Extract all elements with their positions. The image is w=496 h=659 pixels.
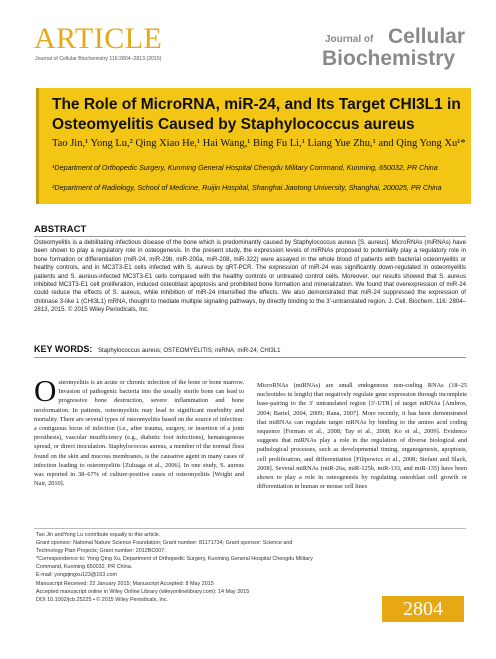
keywords-label: KEY WORDS: bbox=[34, 344, 93, 354]
footnote-line: Technology Plan Projects; Grant number: 2012BC007. bbox=[36, 548, 166, 555]
journal-logo-small: Journal of bbox=[325, 34, 374, 45]
keywords-list: Staphylococcus aureus; OSTEOMYELITIS; miRNA; miR-24; CHI3L1 bbox=[98, 348, 281, 354]
body-left-text: steomyelitis is an acute or chronic infection of the bone or bone marrow. Invasion of pathogenic bacteria into the usually sterile bone can lead to progressive bone destruction, severe inflammation and bone neoformation. In patients, osteomyelitis may lead to significant morbidity and mortality. There are several types of osteomyelitis based on the source of infection: a contiguous focus of infection (i.e., after trauma, surgery, or insertion of a joint prosthesis), vascular insufficiency (e.g., diabetic foot infections), hematogenous spread, or direct inoculation. Staphylococcus aureus, a member of the normal flora found on the skin and mucous membranes, is the causative agent in many cases of infection leading to osteomyelitis [Zuluaga et al., 2006]. In one study, S. aureus was reported in 38–67% of culture-positive cases of osteomyelitis [Wright and Nair, 2010]. bbox=[34, 379, 244, 488]
divider bbox=[34, 236, 466, 237]
article-title: The Role of MicroRNA, miR-24, and Its Target CHI3L1 in Osteomyelitis Caused by Staphylococcus aureus bbox=[52, 96, 461, 133]
journal-citation: Journal of Cellular Biochemistry 116:2804–2813 (2015) bbox=[35, 56, 162, 62]
footnote-line: Tao Jin andYong Lu contribute equally to this article. bbox=[36, 532, 161, 538]
drop-cap: O bbox=[34, 373, 57, 408]
footnote-line: Manuscript Received: 22 January 2015; Manuscript Accepted: 8 May 2015 bbox=[36, 580, 214, 587]
affiliation-2: ²Department of Radiology, School of Medicine, Ruijin Hospital, Shanghai Jiaotong University, Shanghai, 200025, PR China bbox=[52, 183, 442, 192]
abstract-text: Osteomyelitis is a debilitating infectious disease of the bone which is predominantly caused by Staphylococcus aureus [S. aureus]. MicroRNAs (miRNAs) have been shown to play a regulatory role in osteogenesis. In the present study, the expression levels of miRNAs proposed to potentially play a regulatory role in bone formation or differentiation (miR-24, miR-29b, miR-200a, miR-208, miR-322) were assayed in the whole blood of patients with bacterial osteomyelitis or healthy controls, and in MC3T3-E1 cells infected with S. aureus by qRT-PCR. The expression of miR-24 was significantly down-regulated in osteomyelitis patients and S. aureus-infected MC3T3-E1 cells compared with the healthy controls or untreated control cells. Moreover, our results showed that S. aureus inhibited MC3T3-E1 cell proliferation, induced osteoblast apoptosis and prohibited bone formation and mineralization. We found that overexpression of miR-24 could reduce the effects of S. aureus, while inhibition of miR-24 intensified the effects. We also demonstrated that miR-24 suppressed the expression of chitinase 3-like 1 (CHI3L1) mRNA, thought to mediate multiple signaling pathways, by directly binding to the 3′-untranslated region. J. Cell. Biochem. 116: 2804–2813, 2015. © 2015 Wiley Periodicals, Inc. bbox=[34, 239, 466, 314]
footnote-line: Command, Kunming 650032, PR China. bbox=[36, 564, 133, 571]
article-label: ARTICLE bbox=[34, 22, 163, 55]
abstract-heading: ABSTRACT bbox=[34, 224, 87, 235]
affiliation-1: ¹Department of Orthopedic Surgery, Kunming General Hospital Chengdu Military Command, Kunming, 650032, PR China bbox=[52, 163, 438, 172]
footnote-line: Grant sponsor: National Nature Science Foundation; Grant number: 81171734; Grant sponsor: Science and bbox=[36, 540, 293, 547]
body-left-column bbox=[34, 373, 244, 488]
journal-logo-line1: Cellular bbox=[388, 25, 466, 48]
journal-logo-line2: Biochemistry bbox=[322, 47, 456, 70]
footnote-line: DOI 10.1002/jcb.25225 • © 2015 Wiley Periodicals, Inc. bbox=[36, 596, 169, 603]
page-number: 2804 bbox=[382, 596, 464, 622]
body-right-column: MicroRNAs (miRNAs) are small endogenous non-coding RNAs (18–25 nucleotides in length) that negatively regulate gene expression through incomplete base-pairing to the 3′ untranslated region [3′-UTR] of target mRNAs [Ambros, 2004; Bartel, 2004, 2009; Rana, 2007]. More recently, it has been demonstrated that miRNAs can regulate target mRNAs by binding to the amino acid coding sequence [Forman et al., 2008; Tay et al., 2008; Ko et al., 2009]. Evidence suggests that miRNAs play a role in the regulation of diverse biological and pathological processes, such as developmental timing, organogenesis, apoptosis, cell proliferation, and differentiation [Filipowicz et al., 2008; Stefani and Slack, 2008]. Several miRNAs (miR-26a, miR-125b, miR-133, and miR-135) have been shown to play a role in osteogenesis by regulating osteoblast cell growth or differentiation in human or mouse cell lines bbox=[257, 382, 467, 491]
footnote-line: E-mail: yongqingxu123@163.com bbox=[36, 572, 117, 579]
divider bbox=[34, 528, 466, 529]
footnote-line: Accepted manuscript online in Wiley Online Library (wileyonlinelibrary.com): 14 May 2015 bbox=[36, 588, 250, 595]
author-list: Tao Jin,¹ Yong Lu,² Qing Xiao He,¹ Hai Wang,¹ Bing Fu Li,¹ Liang Yue Zhu,¹ and Qing Yong Xu¹* bbox=[52, 138, 466, 149]
divider bbox=[34, 357, 466, 358]
keywords bbox=[34, 344, 466, 354]
footnote-line: *Correspondence to: Yong Qing Xu, Department of Orthopedic Surgery, Kunming General Hospital Chengdu Military bbox=[36, 556, 313, 563]
footnotes bbox=[36, 531, 366, 604]
